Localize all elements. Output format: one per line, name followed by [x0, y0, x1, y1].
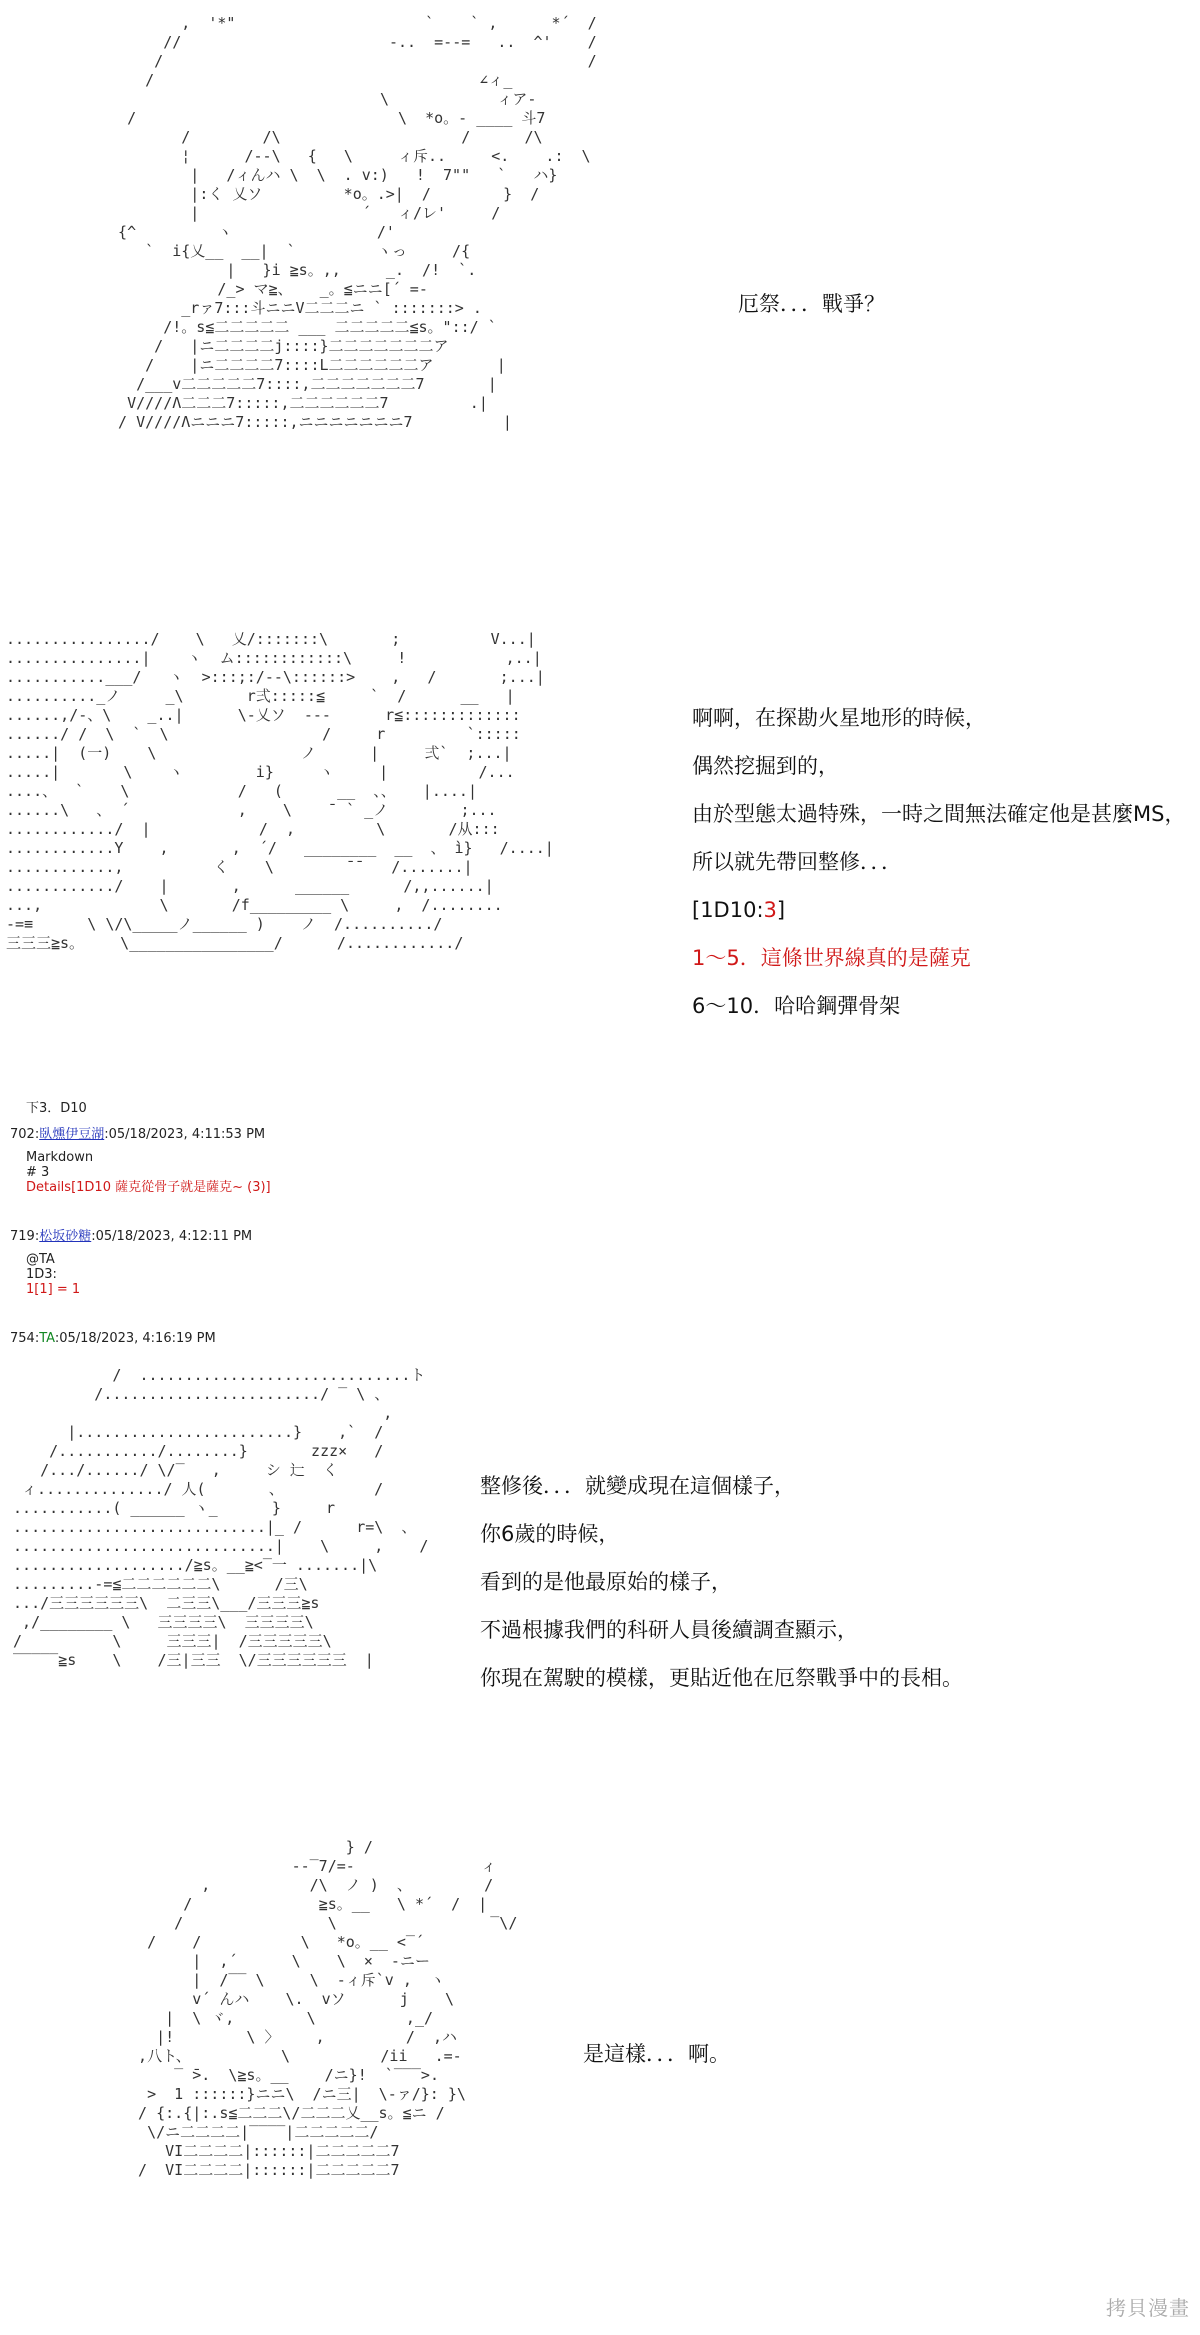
narration-line: 啊啊，在探勘火星地形的時候，: [692, 706, 986, 730]
ascii-art-panel-1: , '*" ` ` , *´ / // -.. =--= .. ^' / / / / ∠ィ_ \ ィア- / \ *o。- ____ 斗7 / /\ / /\ ¦ /--\ { \ ィ斥.. <. .: \ | /ィんハ \ \ . v:) ! 7"" ` ハ} |:く 乂ソ *o。.>| / } / | ´ ィ/レ' / {^ ヽ /' ` i{乂__ __| ` ヽっ /{ | }i ≧s。,, _. /! `. /_> マ≧、 _。≦ニニ[´ =- _rァ7:::斗ニニV二二二ニ ` :::::::> . /!。s≦二二二二二 ___ 二二二二二≦s。"::/ ` / |ニ二二二二j::::}二二二二二二二ア / |ニ二二二二7::::L二二二二二二ア | /___v二二二二二7::::,二二二二二二二7 | V////Λ二二二7:::::,二二二二二二7 .| / V////Λニニニ7:::::,ニニニニニニニ7 |: [118, 14, 597, 431]
post-author: TA: [39, 1331, 55, 1346]
narration-panel-3: [480, 1462, 963, 1702]
narration-panel-2: [692, 694, 1185, 1030]
narration-panel-1: [738, 280, 885, 328]
post-702: 702:臥燻伊豆湖:05/18/2023, 4:11:53 PM Markdown # 3 Details[1D10 薩克從骨子就是薩克~ (3)]: [10, 1127, 271, 1195]
narration-line: 厄祭．．．戰爭？: [738, 292, 885, 316]
narration-line: 是這樣．．．啊。: [583, 2042, 730, 2066]
narration-line: 偶然挖掘到的，: [692, 754, 839, 778]
narration-line: 看到的是他最原始的樣子，: [480, 1570, 732, 1594]
option-b: 6～10．哈哈鋼彈骨架: [692, 994, 901, 1018]
post-719: 719:松坂砂糖:05/18/2023, 4:12:11 PM @TA 1D3: 1[1] = 1: [10, 1229, 253, 1297]
narration-panel-4: [583, 2030, 730, 2078]
narration-line: 不過根據我們的科研人員後續調查顯示，: [480, 1618, 858, 1642]
narration-line: 你現在駕駛的模樣，更貼近他在厄祭戰爭中的長相。: [480, 1666, 963, 1690]
post-author-link[interactable]: 臥燻伊豆湖: [39, 1127, 105, 1142]
narration-line: 整修後．．．就變成現在這個樣子，: [480, 1474, 795, 1498]
dice-note: 下3．D10: [26, 1101, 87, 1116]
dice-roll: [1D10:3]: [692, 898, 786, 922]
watermark: 拷貝漫畫: [1106, 2296, 1190, 2320]
narration-line: 你6歲的時候，: [480, 1522, 620, 1546]
narration-line: 所以就先帶回整修．．．: [692, 850, 902, 874]
option-a: 1～5．這條世界線真的是薩克: [692, 946, 971, 970]
ascii-art-panel-2: ................/ \ 乂/:::::::\ ; V...| ...............| ヽ ム::::::::::::\ ! ,..| ...........___/ ヽ >:::;:/--\::::::> , / ;...| .........._ノ _\ r弍:::::≦ ` / __ | ......,/-、\ _..| \-乂ソ --- r≦::::::::::::: ....../ / \ ` \ / r `::::: .....| (一) \ ノ | 弍` ;...| .....| \ ヽ i} ヽ | /... ....、 ` \ / ( __ 、、 |....| ......\ 、 ´ , \ ̄ ` _ノ ;... ............/ | / , \ /从::: ............Y , , ´/ ________ __ 、 ì} /....| ............, く \ ̄ ̄ /.......| ............/ | , ______ /,,......| ..., \ /f_________ \ , /........ -=≡ \ \/\_____ノ______ ) ノ /........../ 三三三≧s。 \________________/ /............/: [6, 630, 554, 952]
dice-value: 3: [763, 898, 777, 922]
post-result: 1[1] = 1: [26, 1282, 81, 1297]
ascii-art-panel-4: } / --‾7/=- ィ , /\ ノ ) 、 / / ≧s。__ \ *´ / | / \ ‾\/ / / \ *o。__ <‾´ | ,´ \ \ × -ニー | /‾‾ \ \ -ィ斥`v , ヽ v´ んハ \. vソ j \ | \ ヾ, \ ,_/ |! \ 〉 , / ,ハ ,八ト、 \ /ii .=- ‾ ̄>. \≧s。__ /ニ}! `‾‾‾>. > 1 ::::::}ニニ\ /ニ三| \‐ァ/}: }\ / {:.{|:.s≦二二二\/二二二乂__s。≦ニ / \/ニ二二二二|‾‾‾‾|二二二二二/ VI二二二二|::::::|二二二二二7 / VI二二二二|::::::|二二二二二7: [138, 1838, 518, 2179]
narration-line: 由於型態太過特殊，一時之間無法確定他是甚麼MS，: [692, 802, 1186, 826]
ascii-art-panel-3: / ..............................ト /......................../ ‾ \ 、 , |........................} ,` / /.........../........} zzz× / /.../....../ \/‾ , シ 辷 く ィ............../ 人( 、 / ...........( ______ ヽ_ } r ............................|_ / r=\ 、 .............................| \ , / .................../≧s。__≧<‾一 .......|\ .........-=≦二二二二二二\ /三\ .../三三三三三三\ 二三三\___/三三三≧s ,/________ \ 三三三三\ 三三三三\ / \ 三三三| /三三三三三\ ‾‾‾‾‾≧s \ /三|三三 \/三三三三三三 |: [13, 1366, 429, 1669]
post-754: 754:TA:05/18/2023, 4:16:19 PM: [10, 1331, 216, 1346]
post-details: Details[1D10 薩克從骨子就是薩克~ (3)]: [26, 1180, 271, 1195]
post-author-link[interactable]: 松坂砂糖: [39, 1229, 92, 1244]
